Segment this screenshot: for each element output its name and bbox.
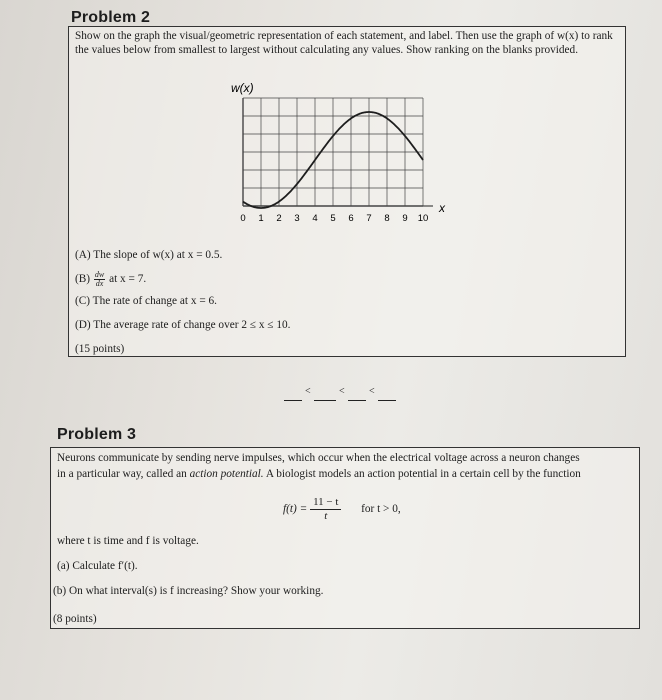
item-b-den: dx: [95, 279, 104, 288]
problem-3-intro-line-2: [57, 468, 581, 480]
problem-2-points: (15 points): [75, 343, 125, 355]
tick-label: 3: [294, 213, 300, 224]
problem-3-heading: Problem 3: [57, 426, 137, 443]
problem-3-box: [50, 447, 640, 629]
ranking-separator-2: <: [339, 386, 345, 397]
ranking-blank-2[interactable]: [314, 400, 336, 401]
intro-line-2-start: in a particular way, called an: [57, 468, 190, 480]
graph-grid: [243, 98, 433, 206]
tick-label: 1: [258, 213, 264, 224]
item-d: (D) The average rate of change over 2 ≤ x ≤ 10.: [75, 319, 291, 331]
tick-label: 6: [348, 213, 354, 224]
ranking-separator-3: <: [369, 386, 375, 397]
item-b: [75, 271, 146, 288]
variable-definitions: where t is time and f is voltage.: [57, 535, 199, 547]
action-potential-term: action potential.: [189, 468, 264, 480]
intro-line-2-end: A biologist models an action potential in a certain cell by the function: [263, 468, 581, 480]
formula-fraction: [310, 496, 341, 523]
ranking-separator-1: <: [305, 386, 311, 397]
function-formula: [283, 496, 401, 523]
formula-condition: for t > 0,: [361, 503, 401, 516]
part-a: (a) Calculate f′(t).: [57, 560, 138, 572]
tick-label: 10: [417, 213, 429, 224]
item-a: (A) The slope of w(x) at x = 0.5.: [75, 249, 223, 261]
problem-2-box: [68, 26, 626, 357]
tick-label: 2: [276, 213, 282, 224]
item-c: (C) The rate of change at x = 6.: [75, 295, 217, 307]
tick-label: 0: [240, 213, 246, 224]
problem-3-points: (8 points): [53, 613, 97, 625]
graph-tick-labels: [240, 213, 428, 224]
item-b-fraction: [94, 271, 105, 288]
ranking-blank-3[interactable]: [348, 400, 366, 401]
graph-ylabel: w(x): [231, 81, 254, 95]
ranking-blank-1[interactable]: [284, 400, 302, 401]
formula-numerator: 11 − t: [310, 496, 341, 510]
formula-denominator: t: [324, 510, 328, 522]
tick-label: 5: [330, 213, 336, 224]
tick-label: 9: [402, 213, 408, 224]
item-b-num: dw: [94, 270, 105, 279]
tick-label: 4: [312, 213, 318, 224]
graph-xlabel: x: [439, 201, 445, 215]
part-b: (b) On what interval(s) is f increasing? Show your working.: [53, 585, 324, 597]
ranking-blank-4[interactable]: [378, 400, 396, 401]
problem-3-intro-line-1: Neurons communicate by sending nerve impulses, which occur when the electrical voltage across a neuron changes: [57, 452, 580, 464]
item-b-prefix: (B): [75, 273, 91, 286]
tick-label: 7: [366, 213, 372, 224]
tick-label: 8: [384, 213, 390, 224]
formula-lhs: f(t) =: [283, 503, 308, 516]
problem-2-heading: Problem 2: [71, 9, 151, 26]
w-graph: [219, 74, 459, 244]
item-b-suffix: at x = 7.: [109, 273, 147, 286]
problem-2-instructions: Show on the graph the visual/geometric representation of each statement, and label. Then use the graph of w(x) to rank the values below from smallest to largest without calculating any values. Show ranking on the blanks provided.: [75, 30, 613, 56]
